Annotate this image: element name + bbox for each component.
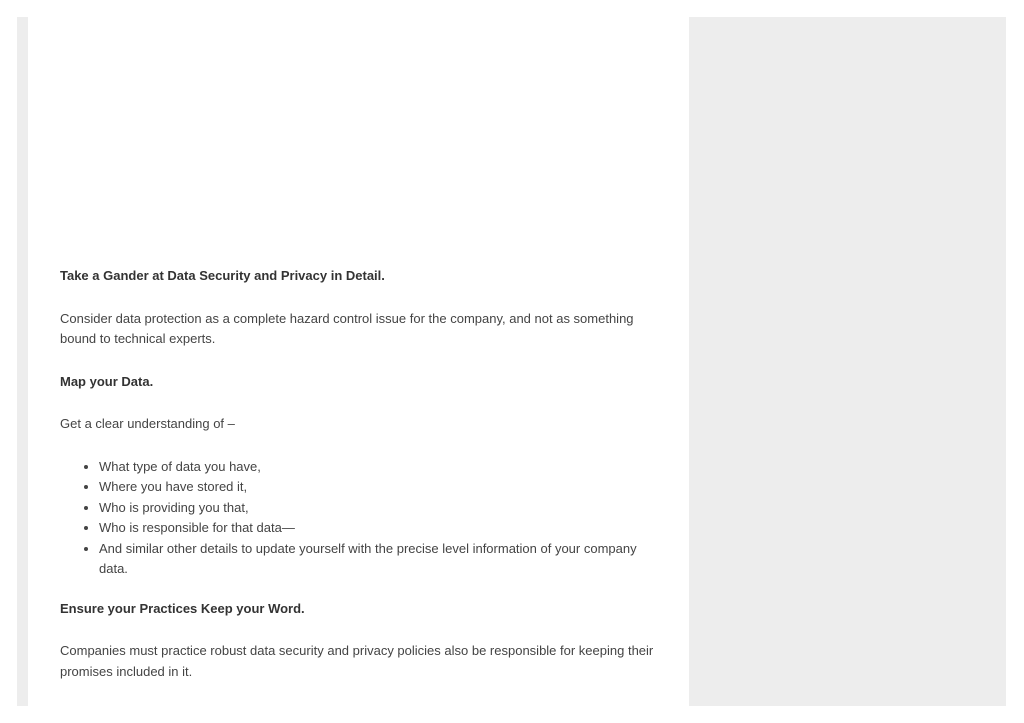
list-item: • Where you have stored it, bbox=[99, 477, 660, 498]
paragraph-understanding: Get a clear understanding of – bbox=[60, 416, 235, 431]
left-border-bar bbox=[17, 17, 28, 706]
list-item: • And similar other details to update yourself with the precise level information of your company data. bbox=[99, 539, 660, 580]
section-heading-map-data: Map your Data. bbox=[60, 373, 154, 389]
list-item: • Who is providing you that, bbox=[99, 498, 660, 519]
article-content bbox=[60, 266, 660, 704]
paragraph-data-protection: Consider data protection as a complete hazard control issue for the company, and not as something bound to technical experts. bbox=[60, 310, 634, 346]
paragraph-policies: Companies must practice robust data security and privacy policies also be responsible for keeping their promises included in it. bbox=[60, 643, 654, 679]
section-heading-practices: Ensure your Practices Keep your Word. bbox=[60, 600, 305, 616]
section-heading-data-security: Take a Gander at Data Security and Privacy in Detail. bbox=[60, 268, 385, 283]
article-panel bbox=[28, 17, 688, 706]
list-item: • What type of data you have, bbox=[99, 457, 660, 478]
sidebar bbox=[689, 17, 1006, 706]
data-checklist bbox=[60, 457, 660, 580]
list-item: • Who is responsible for that data— bbox=[99, 518, 660, 539]
